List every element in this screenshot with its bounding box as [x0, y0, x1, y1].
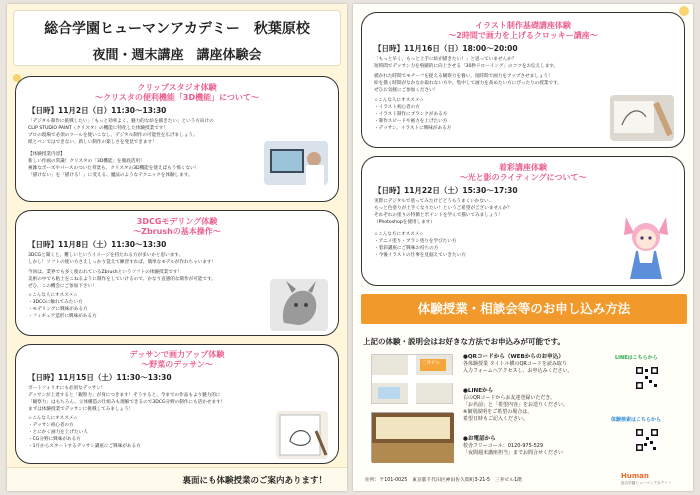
body-line: 今回は、業界でも多く使われているZbrushというソフトの体験授業です！ [28, 270, 182, 275]
course-date: 【日時】11月2日（日）11:30～13:30 [28, 106, 167, 115]
course-card-dessin [15, 344, 339, 464]
body-line: もっと色塗りが上手くなりたい！というご希望がございませんか？ [374, 206, 512, 211]
line-qr-label: LINEはこちらから [615, 355, 658, 361]
apply-line: 「夜間週末講座担当」までお問合せください [463, 450, 564, 456]
body-line: ポートフォリオにも必須なデッサン！ [28, 386, 106, 391]
body-line: ・1月からスタートするデッサン講座にご興味がある方 [28, 444, 141, 449]
apply-line-section [463, 388, 568, 423]
course-date: 【日時】11月15日（土）11:30～13:30 [28, 373, 172, 382]
character-illustration [618, 207, 674, 283]
body-line: ☆こんな人にオススメ☆ [374, 98, 424, 103]
course-photo [270, 279, 328, 331]
body-line: CLIP STUDIO PAINT（クリスタ）の機能に特化した体験授業です！ [28, 126, 168, 131]
body-line: ☆こんな方にオススメ☆ [374, 232, 424, 237]
course-date: 【日時】11月8日（土）11:30～13:30 [28, 240, 167, 249]
body-line: それぞれの塗りの特徴とポイントを学んで描いてみましょう！ [374, 213, 503, 218]
body-line: ・着彩講座にご興味お持ちの方 [374, 246, 439, 251]
body-line: ・とにかく画力を上げたい人 [28, 430, 88, 435]
apply-phone-head: ●お電話から [463, 436, 496, 442]
right-page [353, 4, 693, 491]
map-building-label: 三井ビル [422, 361, 440, 366]
course-subtitle: 〜Zbrushの基本操作〜 [133, 227, 221, 236]
apply-lead: 上記の体験・説明会はお好きな方法でお申込みが可能です。 [363, 337, 565, 346]
apply-line: 希望日時もご記入ください。 [463, 416, 529, 422]
course-card-clipstudio [15, 76, 339, 202]
course-card-coloring [361, 156, 685, 286]
body-line: 新しい作画の常識！クリスタの「3D機能」を徹底活用！ [28, 159, 145, 164]
apply-line: 右のQRコードからお友達登録いただき、 [463, 395, 556, 401]
search-qr-label: 体験検索はこちらから [611, 417, 662, 423]
apply-banner: 体験授業・相談会等のお申し込み方法 [361, 294, 687, 324]
decor-dot [679, 6, 689, 16]
course-photo [264, 141, 328, 185]
body-line: 描かれた時間でモチーフを捉える観察力を養い、短時間で画力をアップさせましょう！ [374, 74, 553, 79]
apply-qr [463, 354, 572, 375]
footer-note: 裏面にも体験授業のご案内あります！ [182, 476, 327, 486]
course-title: イラスト制作基礎講座体験 [475, 21, 571, 30]
body-line: ・モデリングに興味がある方 [28, 307, 88, 312]
course-date: 【日時】11月16日（日）18:00～20:00 [374, 44, 518, 53]
body-line: プロの現場で必須のツールを使いこなし、デジタル制作の可能性を広げましょう。 [28, 133, 198, 138]
apply-line: 校舎フリーコール：0120-975-529 [463, 443, 544, 449]
body-line: 紙とペンではできない、新しい制作の楽しさを発見できます！ [28, 140, 157, 145]
body-line: ・デッサン、イラストに興味がある方 [374, 126, 452, 131]
body-line: ・CG分野に興味がある方 [28, 437, 81, 442]
event-title: 夜間・週末講座 講座体験会 [92, 48, 262, 63]
apply-line: ※個別説明をご希望の場合は、 [463, 409, 533, 415]
map-image [371, 354, 453, 404]
course-title: 3DCGモデリング体験 [136, 217, 218, 226]
body-line: ぜひお気軽にご参加ください！ [374, 88, 439, 93]
apply-line: 「お名前」と「希望内容」をお送りください。 [463, 402, 569, 408]
body-line: まずは体験授業でデッサンに挑戦してみましょう！ [28, 407, 134, 412]
body-line: ☆こんな人にオススメ☆ [28, 293, 78, 298]
course-title: クリップスタジオ体験 [137, 83, 217, 92]
header [13, 10, 341, 66]
course-subtitle: 〜クリスタの便利機能「3D機能」について〜 [95, 93, 259, 102]
apply-phone [463, 436, 563, 457]
course-subtitle: 〜野菜のデッサン〜 [141, 360, 213, 369]
body-line: 【体験授業内容】 [28, 152, 65, 157]
body-line: 「観察力」はもちろん、立体構造の仕組みも理解できるので3DCG分野の制作にも活かせます！ [28, 400, 226, 405]
course-date: 【日時】11月22日（土）15:30～17:30 [374, 186, 518, 195]
course-card-3dcg [15, 210, 339, 336]
apply-line: 入力フォームへアクセスし、お申込みください。 [463, 368, 573, 374]
body-line: しかし！ソフトの使い方さえしっかり覚えて練習すれば、簡単なモデルが作れちゃいます！ [28, 260, 217, 265]
body-line: 絵を描く時間がなかなか取れない方や、集中して画力を高めたい方にぴったりの授業です。 [374, 81, 562, 86]
body-line: 3DCGと聞くと、難しいというイメージを持たれる方が多いかと思います。 [28, 253, 184, 258]
body-line: ・イラスト初心者の方 [374, 105, 420, 110]
human-logo-sub: 総合学園ヒューマンアカデミー [621, 481, 672, 485]
course-subtitle: 〜2時間で画力を上げるクロッキー講座〜 [448, 31, 598, 40]
course-subtitle: 〜光と影のライティングについて〜 [459, 173, 587, 182]
body-line: 「デジタル制作に挑戦したい」「もっと効率よく、魅力的な絵を描きたい」という方向けの [28, 119, 214, 124]
body-line: ・3DCGに触れてみたい方 [28, 300, 83, 305]
body-line: ・制作スピードや画力を上げたい方 [374, 119, 448, 124]
left-page [7, 4, 347, 491]
school-title: 総合学園ヒューマンアカデミー 秋葉原校 [44, 21, 310, 37]
apply-qr-head: ●QRコードから（WEBからのお申込） [463, 354, 564, 360]
building-photo [371, 412, 453, 462]
body-line: 実際にデジタルで塗ってみたけどどうもうまくいかない... [374, 199, 493, 204]
course-title: デッサンで画力アップ体験 [129, 350, 225, 359]
body-line: ・デッサン初心者の方 [28, 423, 74, 428]
body-line: 「描けない」を「描ける！」に変える、魔法のようなテクニックを体験します。 [28, 173, 193, 178]
body-line: ・フィギュア造形に興味がある方 [28, 314, 97, 319]
course-card-illust [361, 12, 685, 148]
course-photo [276, 411, 328, 459]
course-photo [610, 95, 674, 141]
footer [7, 467, 347, 491]
body-line: 複雑なポーズやパースのついた背景も、クリスタの3D機能を使えばもう怖くない！ [28, 166, 200, 171]
body-line: ・今後イラストの仕事を見据えていきたい方 [374, 253, 466, 258]
search-qr-code[interactable] [635, 428, 659, 452]
body-line: 「もっと早く、もっと上手に絵が描きたい！」と思っていませんか？ [374, 57, 517, 62]
course-title: 着彩講座体験 [499, 163, 547, 172]
body-line: ☆こんな人にオススメ☆ [28, 416, 78, 421]
body-line: 美術の中でも粘土をこねるように制作をしていけるので、かなり直感的な制作が可能です。 [28, 277, 216, 282]
line-qr-code[interactable] [635, 366, 659, 390]
body-line: ぜひ、この機会にご参加下さい！ [28, 284, 97, 289]
body-line: デッサンが上達すると「観察力」が身につきます！そうすると、今までの作品もより魅力的に [28, 393, 221, 398]
body-line: 短時間でデッサン力を飛躍的に向上させる「30秒ドローイング」のコツをお伝えします。 [374, 64, 559, 69]
body-line: ・イラスト制作にブランクがある方 [374, 112, 448, 117]
human-logo: Human [621, 472, 649, 480]
body-line: （Photoshopを使用します） [374, 220, 435, 225]
body-line: ・アニメ塗り・ブラシ塗りを学びたい方 [374, 239, 457, 244]
apply-line: 各体験授業 タイトル横のQRコードを読み取り [463, 361, 567, 367]
address: 住所：〒101-0025 東京都千代田区神田佐久間町3-21-5 三井ビル1階 [365, 478, 522, 483]
apply-line-head: ●LINEから [463, 388, 494, 394]
